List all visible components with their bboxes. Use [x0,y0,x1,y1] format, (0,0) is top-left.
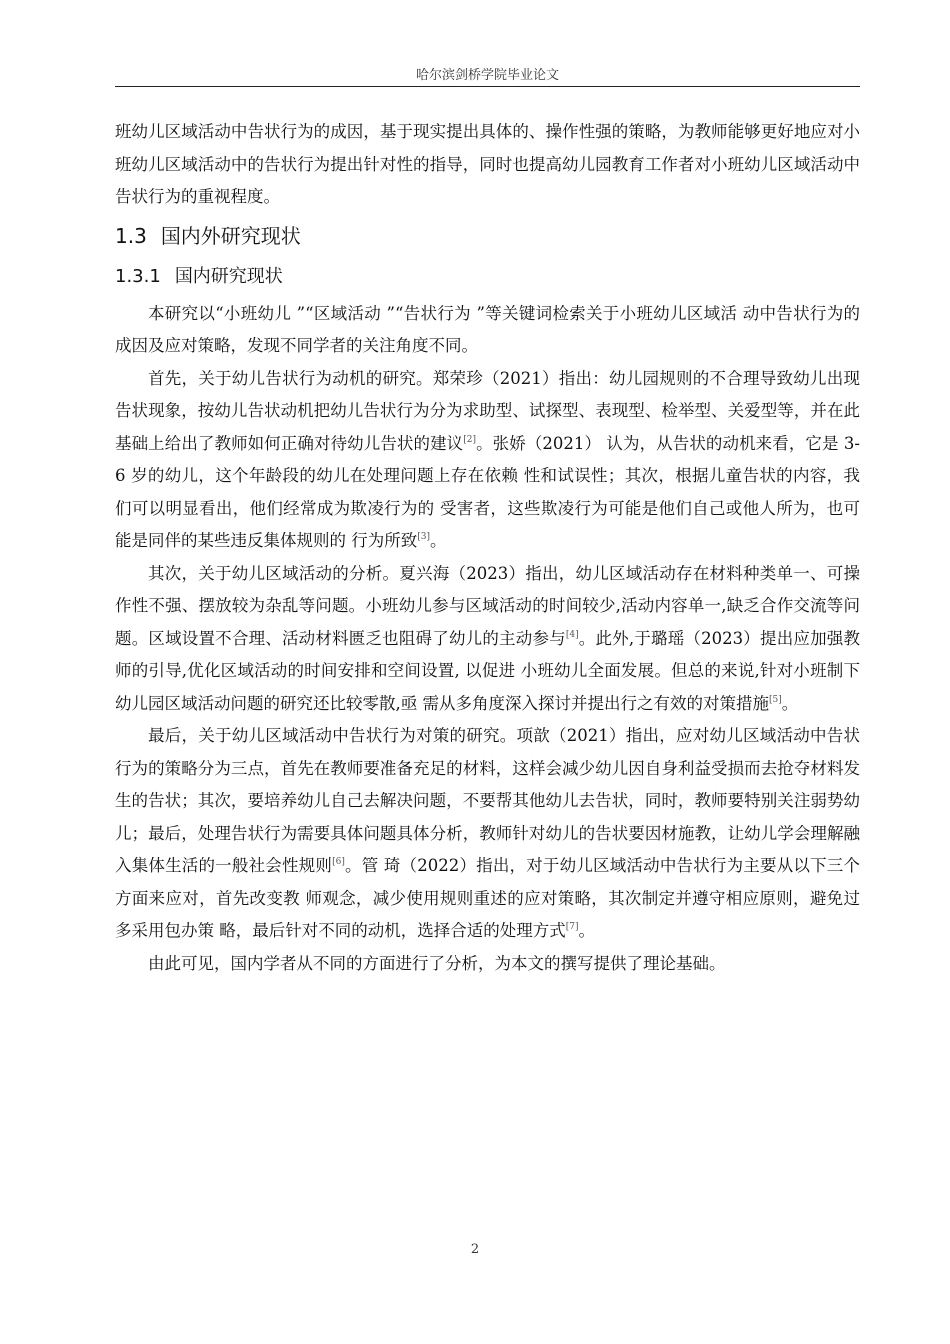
paragraph-strategies [115,720,860,948]
document-body [115,116,860,980]
intro-tail-paragraph: 班幼儿区域活动中告状行为的成因，基于现实提出具体的、操作性强的策略，为教师能够更好地应对小班幼儿区域活动中的告状行为提出针对性的指导，同时也提高幼儿园教育工作者对小班幼儿区域活动中告状行为的重视程度。 [115,122,860,206]
citation-ref: [7] [565,922,579,932]
paragraph-text: 。 [578,921,595,940]
citation-ref: [4] [565,629,579,640]
paragraph-text: 。管 琦（2022）指出，对于幼儿区域活动中告状行为主要从以下三个方面来应对，首先改变教 师观念，减少使用规则重述的应对策略，其次制定并遵守相应原则，避免过多采用包办策 略，最后针对不同的动机，选择合适的处理方式 [115,856,860,940]
subsection-title: 国内研究现状 [174,265,283,287]
page-number: 2 [470,1242,480,1257]
citation-ref: [3] [417,532,430,542]
paragraph-text: 其次，关于幼儿区域活动的分析。夏兴海（2023）指出，幼儿区域活动存在材料种类单一、可操作性不强、摆放较为杂乱等问题。小班幼儿参与区域活动的时间较少,活动内容单一,缺乏合作交流等问题。区域设置不合理、活动材料匮乏也阻碍了幼儿的主动参与 [115,563,860,648]
citation-ref: [2] [463,434,477,445]
section-heading [115,218,860,254]
paragraph-text: 。 [430,531,447,550]
paragraph-text: 最后，关于幼儿区域活动中告状行为对策的研究。项歆（2021）指出，应对幼儿区域活动中告状行为的策略分为三点，首先在教师要准备充足的材料，这样会减少幼儿因自身利益受损而去抢夺材料发生的告状；其次，要培养幼儿自己去解决问题，不要帮其他幼儿去告状，同时，教师要特别关注弱势幼儿；最后，处理告状行为需要具体问题具体分析，教师针对幼儿的告状要因材施教，让幼儿学会理解融入集体生活的一般社会性规则 [115,726,860,875]
paragraph-area-activity [115,558,860,721]
paragraph-text: 。张娇（2021） 认为，从告状的动机来看，它是 3-6 岁的幼儿，这个年龄段的幼儿在处理问题上存在依赖 性和试误性；其次，根据儿童告状的内容，我们可以明显看出，他们经常成为欺凌行为的 受害者，这些欺凌行为可能是他们自己或他人所为，也可能是同伴的某些违反集体规则的 行为所致 [115,433,860,550]
paragraph-motivation [115,363,860,558]
section-number: 1.3 [115,223,147,248]
subsection-heading [115,260,860,294]
paragraph-conclusion: 由此可见，国内学者从不同的方面进行了分析，为本文的撰写提供了理论基础。 [148,953,726,973]
subsection-number: 1.3.1 [115,265,161,287]
citation-ref: [5] [769,694,782,705]
page-header: 哈尔滨剑桥学院毕业论文 [415,68,559,83]
paragraph-text: 。此外,于璐瑶（2023）提出应加强教师的引导,优化区域活动的时间安排和空间设置, 以促进 小班幼儿全面发展。但总的来说,针对小班制下幼儿园区域活动问题的研究还比较零散,亟 需从多角度深入探讨并提出行之有效的对策措施 [115,628,860,713]
citation-ref: [6] [332,857,345,867]
header-divider [115,86,860,87]
section-title: 国内外研究现状 [160,223,301,248]
paragraph-text: 首先，关于幼儿告状行为动机的研究。郑荣珍（2021）指出：幼儿园规则的不合理导致幼儿出现告状现象，按幼儿告状动机把幼儿告状行为分为求助型、试探型、表现型、检举型、关爱型等，并在此基础上给出了教师如何正确对待幼儿告状的建议 [115,368,860,453]
paragraph-keywords: 本研究以“小班幼儿 ”“区域活动 ”“告状行为 ”等关键词检索关于小班幼儿区域活 动中告状行为的成因及应对策略，发现不同学者的关注角度不同。 [115,303,860,355]
paragraph-text: 。 [781,693,799,713]
